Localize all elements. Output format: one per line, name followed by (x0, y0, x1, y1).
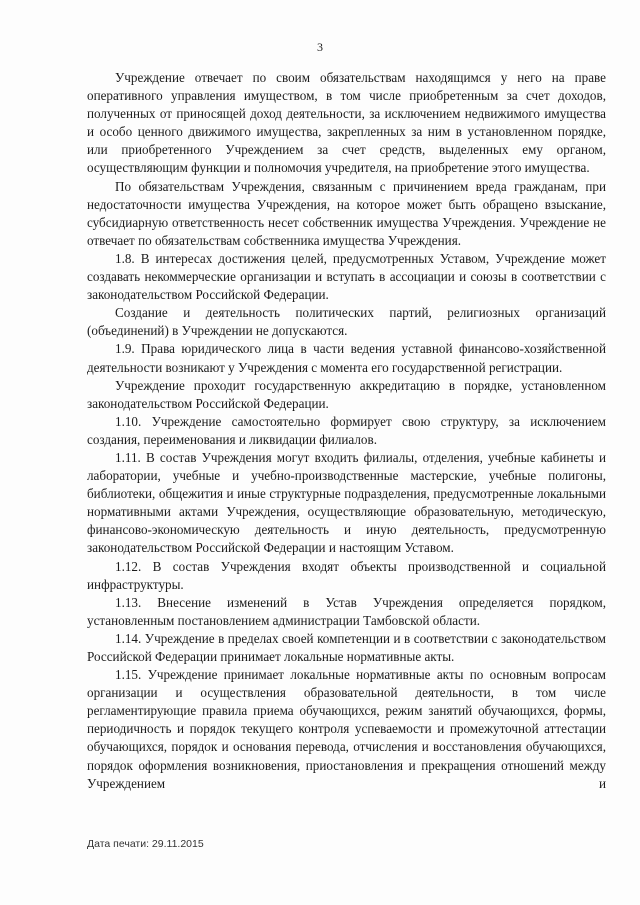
paragraph-1-9: 1.9. Права юридического лица в части ведения уставной финансово-хозяйственной деятельности возникают у Учреждения с момента его государственной регистрации. (87, 341, 606, 375)
paragraph-1-10: 1.10. Учреждение самостоятельно формирует свою структуру, за исключением создания, переименования и ликвидации филиалов. (87, 413, 606, 447)
paragraph-liability-property: Учреждение отвечает по своим обязательствам находящимся у него на праве оперативного управления имуществом, в том числе приобретенным за счет доходов, полученных от приносящей доход деятельности, за исключением недвижимого имущества и особо ценного движимого имущества, закрепленных за ним в установленном порядке, или приобретенного Учреждением за счет средств, выделенных ему органом, осуществляющим функции и полномочия учредителя, на приобретение этого имущества. (87, 70, 606, 176)
paragraph-accreditation: Учреждение проходит государственную аккредитацию в порядке, установленном законодательством Российской Федерации. (87, 377, 606, 411)
paragraph-1-13: 1.13. Внесение изменений в Устав Учреждения определяется порядком, установленным постановлением администрации Тамбовской области. (87, 594, 606, 628)
paragraph-1-8: 1.8. В интересах достижения целей, предусмотренных Уставом, Учреждение может создавать некоммерческие организации и вступать в ассоциации и союзы в соответствии с законодательством Российской Федерации. (87, 250, 606, 303)
paragraph-1-15: 1.15. Учреждение принимает локальные нормативные акты по основным вопросам организации и осуществления образовательной деятельности, в том числе регламентирующие правила приема обучающихся, режим занятий обучающихся, формы, периодичность и порядок текущего контроля успеваемости и промежуточной аттестации обучающихся, порядок и основания перевода, отчисления и восстановления обучающихся, порядок оформления возникновения, приостановления и прекращения отношений между Учреждением и (87, 667, 606, 791)
document-body (87, 69, 606, 793)
print-date-footer: Дата печати: 29.11.2015 (87, 838, 204, 850)
paragraph-political-parties: Создание и деятельность политических партий, религиозных организаций (объединений) в Учреждении не допускаются. (87, 305, 606, 339)
paragraph-1-12: 1.12. В состав Учреждения входят объекты производственной и социальной инфраструктуры. (87, 558, 606, 592)
page-number: 3 (317, 40, 323, 54)
paragraph-liability-harm: По обязательствам Учреждения, связанным с причинением вреда гражданам, при недостаточности имущества Учреждения, на которое может быть обращено взыскание, субсидиарную ответственность несет собственник имущества Учреждения. Учреждение не отвечает по обязательствам собственника имущества Учреждения. (87, 178, 606, 248)
paragraph-1-14: 1.14. Учреждение в пределах своей компетенции и в соответствии с законодательством Российской Федерации принимает локальные нормативные акты. (87, 630, 606, 664)
paragraph-1-11: 1.11. В состав Учреждения могут входить филиалы, отделения, учебные кабинеты и лаборатории, учебные и учебно-производственные мастерские, учебные полигоны, библиотеки, общежития и иные структурные подразделения, предусмотренные локальными нормативными актами Учреждения, осуществляющие образовательную, методическую, финансово-экономическую деятельность и иную деятельность, предусмотренную законодательством Российской Федерации и настоящим Уставом. (87, 449, 606, 556)
